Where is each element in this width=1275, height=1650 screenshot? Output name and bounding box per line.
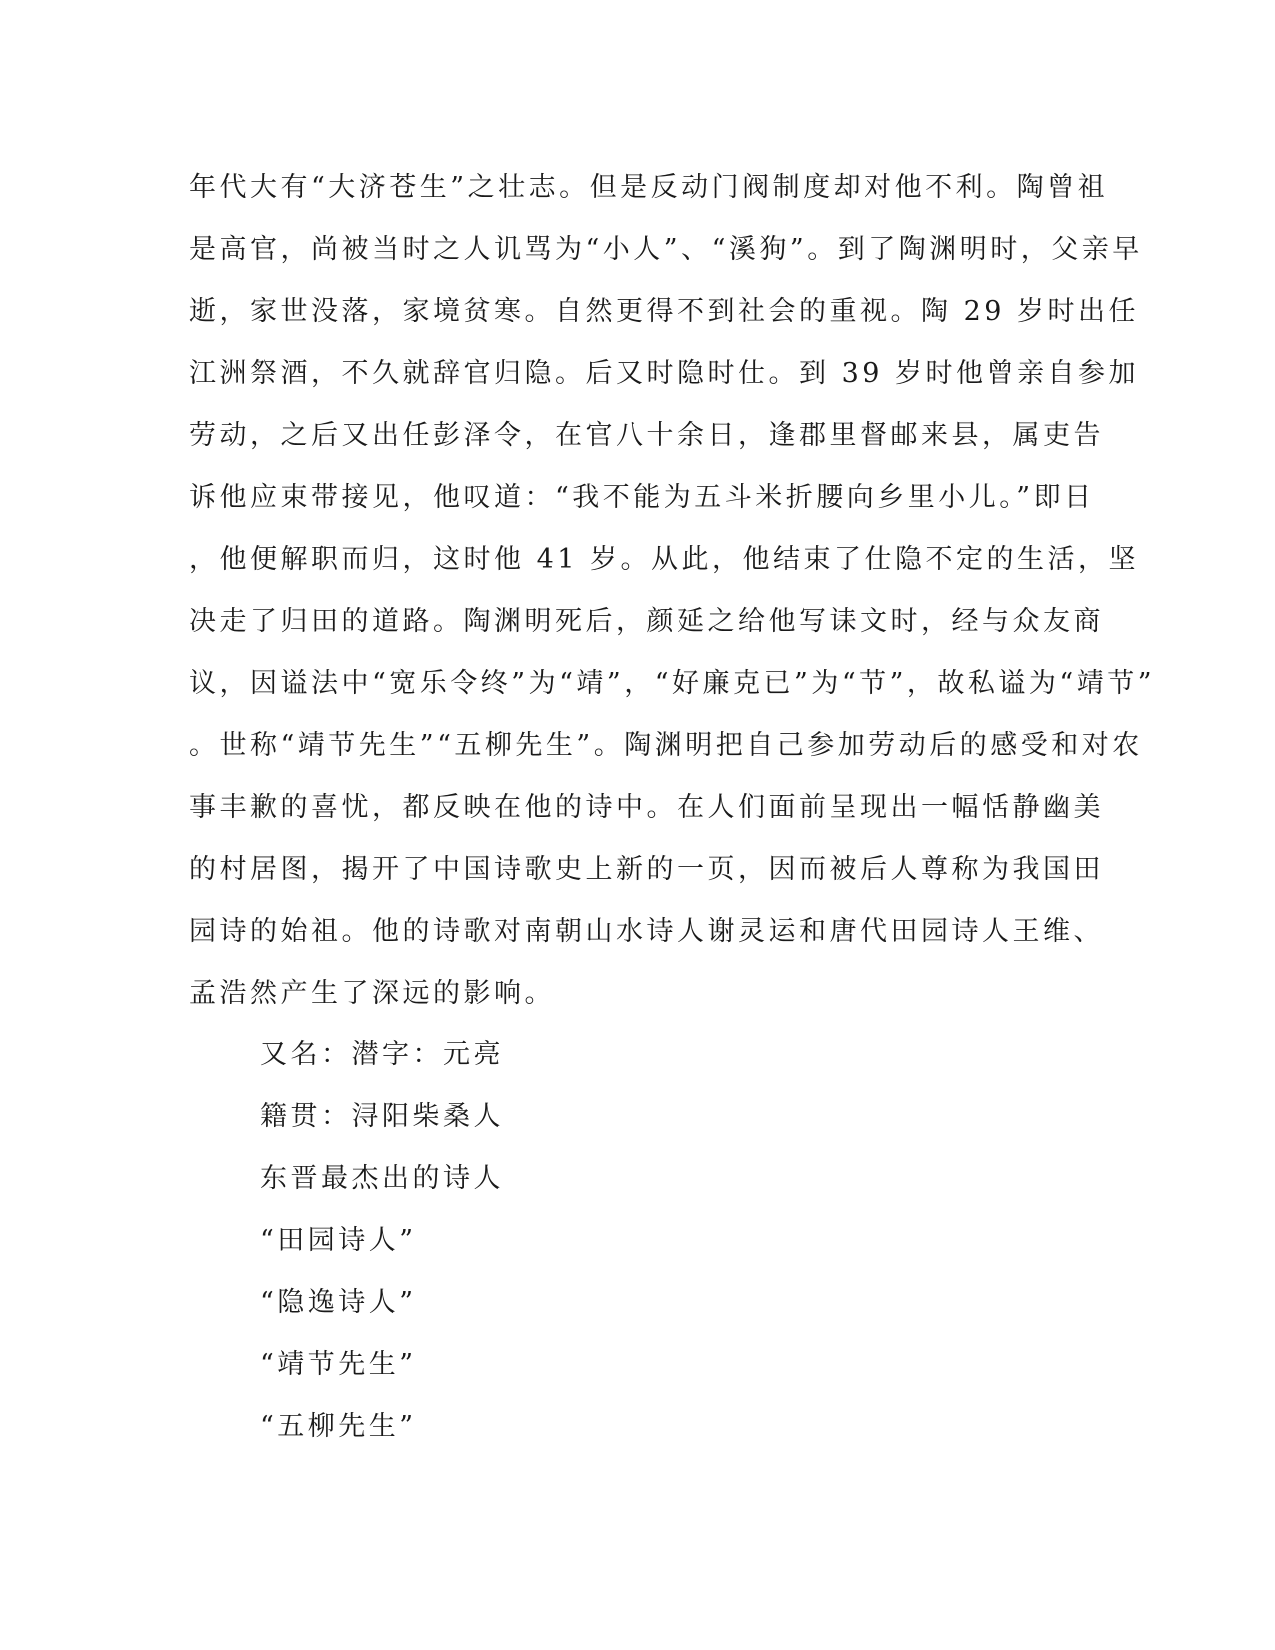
fact-title: “五柳先生” bbox=[260, 1411, 417, 1442]
paragraph-line: 决走了归田的道路。陶渊明死后，颜延之给他写诔文时，经与众友商 bbox=[189, 606, 1104, 637]
paragraph-line: 园诗的始祖。他的诗歌对南朝山水诗人谢灵运和唐代田园诗人王维、 bbox=[189, 916, 1104, 947]
paragraph-line: 孟浩然产生了深远的影响。 bbox=[189, 978, 555, 1009]
biography-paragraph bbox=[189, 157, 1156, 1025]
paragraph-line: 年代大有“大济苍生”之壮志。但是反动门阀制度却对他不利。陶曾祖 bbox=[189, 172, 1109, 203]
paragraph-line: 。世称“靖节先生”“五柳先生”。陶渊明把自己参加劳动后的感受和对农 bbox=[189, 730, 1143, 761]
fact-hometown: 籍贯：浔阳柴桑人 bbox=[260, 1101, 504, 1132]
fact-title: “隐逸诗人” bbox=[260, 1287, 417, 1318]
fact-title: “靖节先生” bbox=[260, 1349, 417, 1380]
fact-distinction: 东晋最杰出的诗人 bbox=[260, 1163, 504, 1194]
paragraph-line: 江洲祭酒，不久就辞官归隐。后又时隐时仕。到 39 岁时他曾亲自参加 bbox=[189, 358, 1140, 389]
paragraph-line: 的村居图，揭开了中国诗歌史上新的一页，因而被后人尊称为我国田 bbox=[189, 854, 1104, 885]
paragraph-line: ，他便解职而归，这时他 41 岁。从此，他结束了仕隐不定的生活，坚 bbox=[189, 544, 1140, 575]
paragraph-line: 是高官，尚被当时之人讥骂为“小人”、“溪狗”。到了陶渊明时，父亲早 bbox=[189, 234, 1143, 265]
fact-alias: 又名：潜字：元亮 bbox=[260, 1039, 504, 1070]
paragraph-line: 诉他应束带接见，他叹道：“我不能为五斗米折腰向乡里小儿。”即日 bbox=[189, 482, 1095, 513]
paragraph-line: 劳动，之后又出任彭泽令，在官八十余日，逢郡里督邮来县，属吏告 bbox=[189, 420, 1104, 451]
paragraph-line: 逝，家世没落，家境贫寒。自然更得不到社会的重视。陶 29 岁时出任 bbox=[189, 296, 1140, 327]
paragraph-line: 议，因谥法中“宽乐令终”为“靖”，“好廉克已”为“节”，故私谥为“靖节” bbox=[189, 668, 1156, 699]
fact-list bbox=[260, 1024, 860, 1458]
paragraph-line: 事丰歉的喜忧，都反映在他的诗中。在人们面前呈现出一幅恬静幽美 bbox=[189, 792, 1104, 823]
fact-title: “田园诗人” bbox=[260, 1225, 417, 1256]
